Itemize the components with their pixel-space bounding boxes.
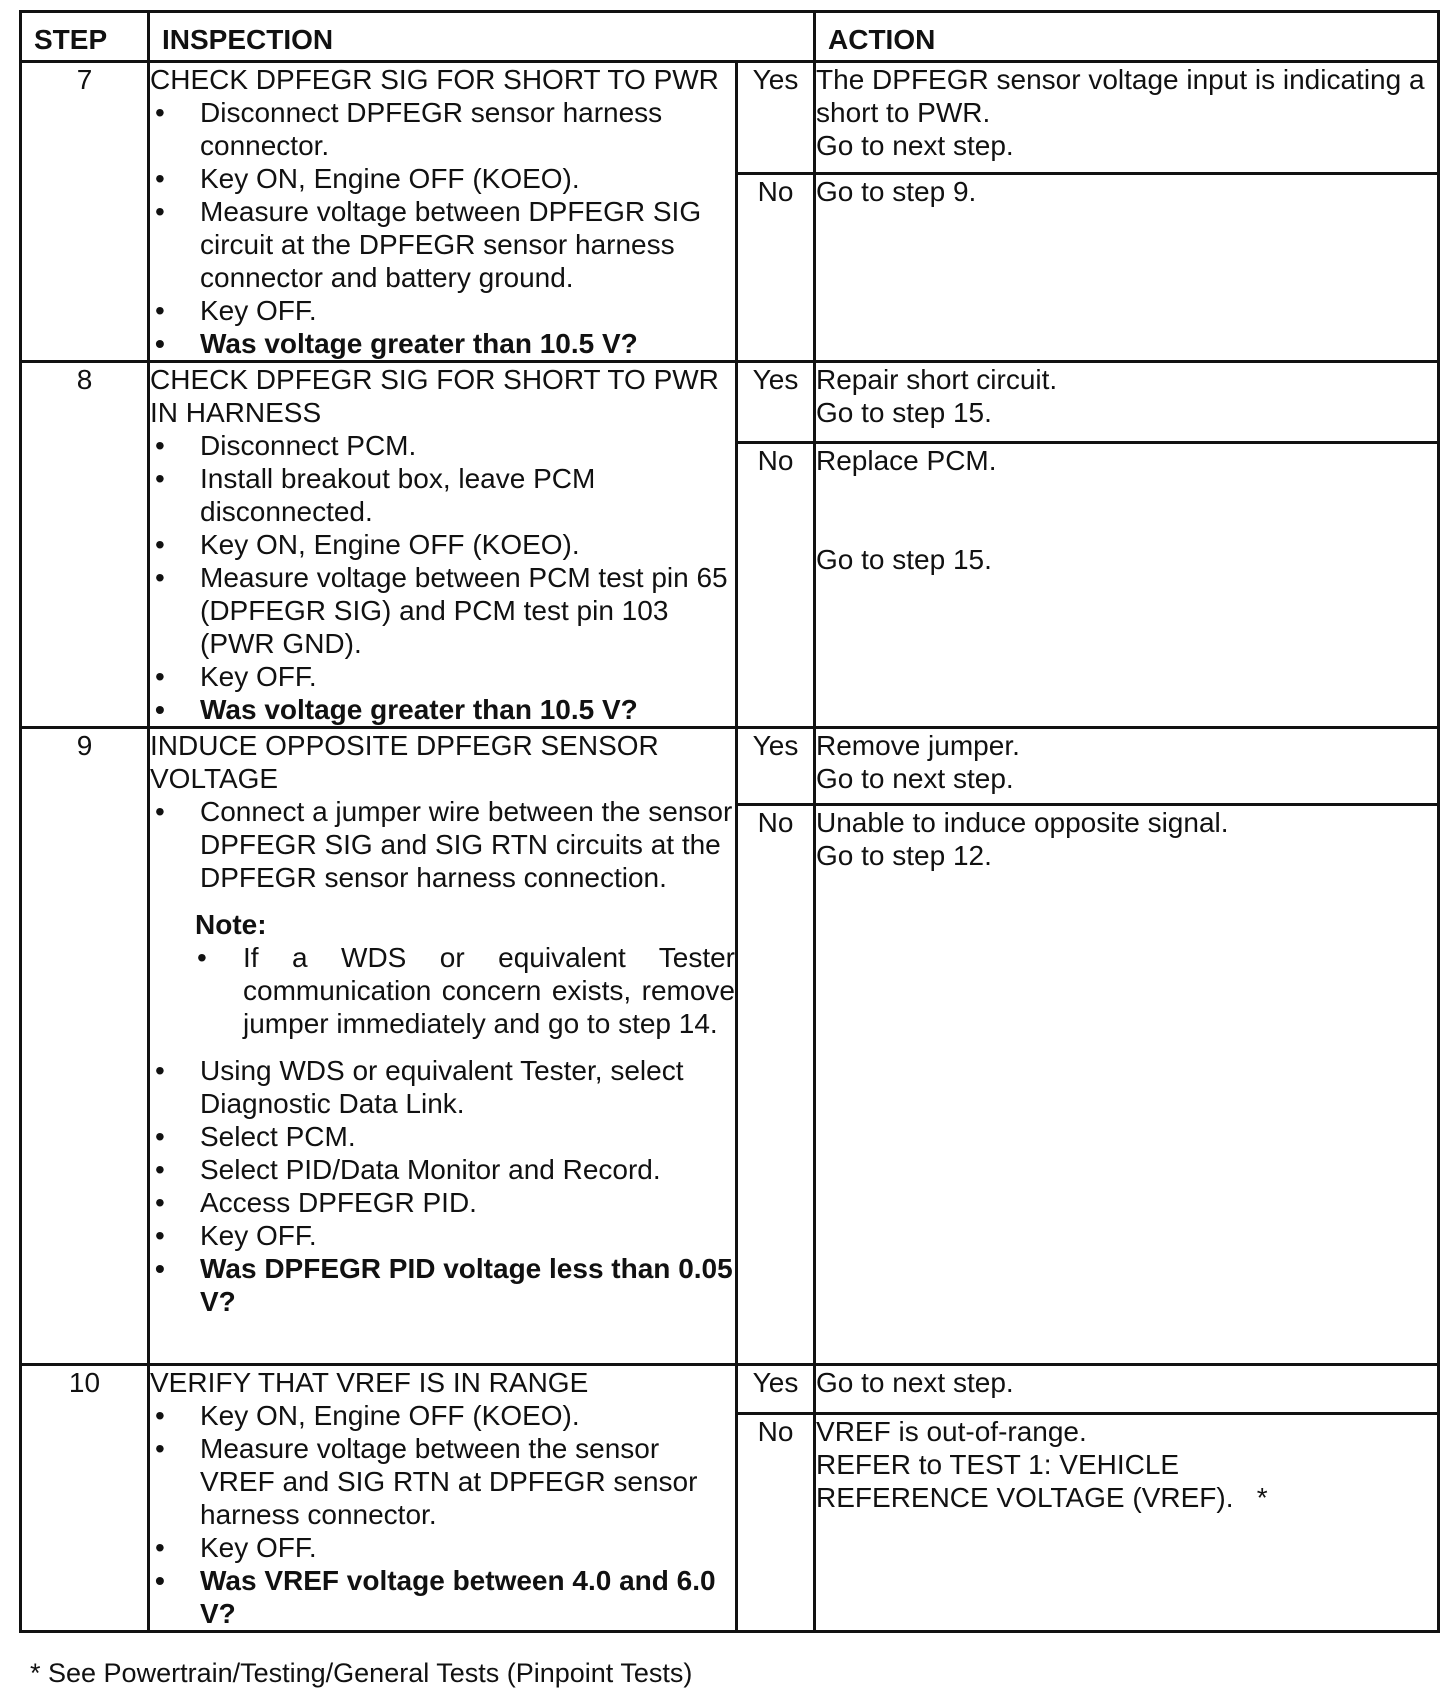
instruction-item: • Measure voltage between the sensor VREF and SIG RTN at DPFEGR sensor harness connector. xyxy=(150,1432,735,1531)
yes-action xyxy=(815,1365,1439,1414)
action-text: Remove jumper. xyxy=(816,730,1020,761)
action-text: Unable to induce opposite signal. xyxy=(816,807,1229,838)
step-column-header: STEP xyxy=(21,12,149,62)
question-item: • Was voltage greater than 10.5 V? xyxy=(150,327,735,360)
footnote: * See Powertrain/Testing/General Tests (Pinpoint Tests) xyxy=(30,1658,693,1688)
question-item: • Was voltage greater than 10.5 V? xyxy=(150,693,735,726)
step-title: IN HARNESS xyxy=(150,397,322,428)
instruction-list xyxy=(150,1399,735,1630)
instruction-item: • Key ON, Engine OFF (KOEO). xyxy=(150,528,735,561)
instruction-item: • Measure voltage between PCM test pin 65 (DPFEGR SIG) and PCM test pin 103 (PWR GND). xyxy=(150,561,735,660)
instruction-item: • Disconnect DPFEGR sensor harness connector. xyxy=(150,96,735,162)
instruction-item: • Select PID/Data Monitor and Record. xyxy=(150,1153,735,1186)
action-text: Go to step 15. xyxy=(816,397,992,428)
instruction-item: • Key ON, Engine OFF (KOEO). xyxy=(150,1399,735,1432)
action-text: The DPFEGR sensor voltage input is indicating a short to PWR. xyxy=(816,64,1425,128)
step-number: 9 xyxy=(21,728,149,1365)
question-item: • Was VREF voltage between 4.0 and 6.0 V? xyxy=(150,1564,735,1630)
action-text: Go to next step. xyxy=(816,763,1014,794)
step-number: 8 xyxy=(21,362,149,728)
no-action xyxy=(815,443,1439,728)
note-item: • If a WDS or equivalent Tester communication concern exists, remove jumper immediately and go to step 14. xyxy=(195,941,735,1040)
instruction-list xyxy=(150,429,735,726)
instruction-item: • Select PCM. xyxy=(150,1120,735,1153)
no-label: No xyxy=(737,443,815,728)
header-row xyxy=(21,12,1439,62)
step-8-yes-row xyxy=(21,362,1439,443)
yes-label: Yes xyxy=(737,62,815,174)
step-8-inspection xyxy=(149,362,737,728)
no-label: No xyxy=(737,805,815,1365)
note-block xyxy=(195,908,735,1040)
step-10-inspection xyxy=(149,1365,737,1632)
step-title: VOLTAGE xyxy=(150,763,279,794)
yes-action xyxy=(815,362,1439,443)
action-text: Go to step 12. xyxy=(816,840,992,871)
step-9-inspection xyxy=(149,728,737,1365)
instruction-item: • Install breakout box, leave PCM disconnected. xyxy=(150,462,735,528)
action-text: Go to next step. xyxy=(816,1367,1014,1398)
instruction-list xyxy=(150,96,735,360)
action-text: Go to step 9. xyxy=(816,175,977,207)
step-10-yes-row xyxy=(21,1365,1439,1414)
question-item: • Was DPFEGR PID voltage less than 0.05 V? xyxy=(150,1252,735,1318)
instruction-item: • Key OFF. xyxy=(150,1219,735,1252)
step-title: VERIFY THAT VREF IS IN RANGE xyxy=(150,1367,589,1398)
step-title: INDUCE OPPOSITE DPFEGR SENSOR xyxy=(150,730,659,761)
note-list xyxy=(195,941,735,1040)
action-column-header: ACTION xyxy=(815,12,1439,62)
yes-label: Yes xyxy=(737,1365,815,1414)
step-9-yes-row xyxy=(21,728,1439,805)
step-title: CHECK DPFEGR SIG FOR SHORT TO PWR xyxy=(150,64,719,95)
no-action xyxy=(815,1413,1439,1631)
no-label: No xyxy=(737,1413,815,1631)
instruction-item: • Key OFF. xyxy=(150,1531,735,1564)
step-number: 7 xyxy=(21,62,149,362)
yes-action xyxy=(815,62,1439,174)
step-7-inspection xyxy=(149,62,737,362)
no-label: No xyxy=(737,173,815,361)
action-text: Go to step 15. xyxy=(816,544,992,576)
no-action xyxy=(815,173,1439,361)
instruction-item: • Measure voltage between DPFEGR SIG circuit at the DPFEGR sensor harness connector and battery ground. xyxy=(150,195,735,294)
action-text: Go to next step. xyxy=(816,130,1014,161)
diagnostic-table xyxy=(19,10,1440,1633)
action-text: REFER to TEST 1: VEHICLE xyxy=(816,1448,1180,1480)
yes-label: Yes xyxy=(737,362,815,443)
instruction-item: • Disconnect PCM. xyxy=(150,429,735,462)
inspection-column-header: INSPECTION xyxy=(149,12,815,62)
instruction-item: • Access DPFEGR PID. xyxy=(150,1186,735,1219)
instruction-item: • Key OFF. xyxy=(150,660,735,693)
instruction-item: • Key OFF. xyxy=(150,294,735,327)
step-title: CHECK DPFEGR SIG FOR SHORT TO PWR xyxy=(150,364,719,395)
no-action xyxy=(815,805,1439,1365)
action-text: Replace PCM. xyxy=(816,445,997,477)
step-number: 10 xyxy=(21,1365,149,1632)
spacer xyxy=(816,477,1437,543)
instruction-list xyxy=(150,795,735,894)
step-7-yes-row xyxy=(21,62,1439,174)
instruction-item: • Using WDS or equivalent Tester, select Diagnostic Data Link. xyxy=(150,1054,735,1120)
yes-label: Yes xyxy=(737,728,815,805)
action-text: REFERENCE VOLTAGE (VREF). * xyxy=(816,1481,1268,1513)
instruction-item: • Key ON, Engine OFF (KOEO). xyxy=(150,162,735,195)
instruction-list xyxy=(150,1054,735,1318)
note-title: Note: xyxy=(195,909,267,940)
yes-action xyxy=(815,728,1439,805)
action-text: Repair short circuit. xyxy=(816,364,1058,395)
action-text: VREF is out-of-range. xyxy=(816,1415,1087,1447)
instruction-item: • Connect a jumper wire between the sensor DPFEGR SIG and SIG RTN circuits at the DPFEGR sensor harness connection. xyxy=(150,795,735,894)
